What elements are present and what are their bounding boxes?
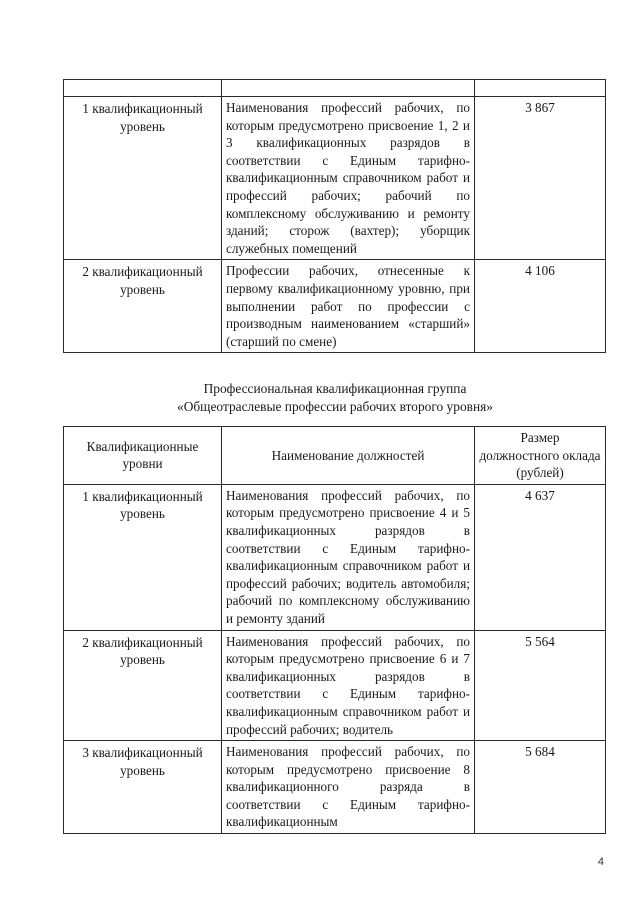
table-row [64,80,606,97]
table-cell [475,80,606,97]
page-number: 4 [597,856,604,868]
level-cell: 3 квалификационный уровень [64,741,222,834]
description-cell: Наименования профессий рабочих, по которым предусмотрено присвоение 1, 2 и 3 квалификационных разрядов в соответствии с Единым тарифно-квалификационным справочником работ и профессий рабочих; рабочий по комплексному обслуживанию и ремонту зданий; сторож (вахтер); уборщик служебных помещений [222,97,475,260]
description-cell: Профессии рабочих, отнесенные к первому квалификационному уровню, при выполнении работ по профессии с производным наименованием «старший» (старший по смене) [222,260,475,353]
description-cell: Наименования профессий рабочих, по которым предусмотрено присвоение 8 квалификационного разряда в соответствии с Единым тарифно-квалификационным [222,741,475,834]
level-cell: 2 квалификационный уровень [64,260,222,353]
description-cell: Наименования профессий рабочих, по которым предусмотрено присвоение 4 и 5 квалификационных разрядов в соответствии с Единым тарифно-квалификационным справочником работ и профессий рабочих; водитель автомобиля; рабочий по комплексному обслуживанию и ремонту зданий [222,484,475,630]
salary-cell: 5 564 [475,630,606,741]
level-cell: 1 квалификационный уровень [64,484,222,630]
qualification-table-second-level [63,426,606,834]
section-title [63,380,607,416]
table-row [64,484,606,630]
level-cell: 2 квалификационный уровень [64,630,222,741]
salary-cell: 3 867 [475,97,606,260]
header-positions: Наименование должностей [222,427,475,485]
table-header-row [64,427,606,485]
salary-cell: 4 637 [475,484,606,630]
qualification-table-first-level [63,79,606,353]
table-row [64,630,606,741]
description-cell: Наименования профессий рабочих, по которым предусмотрено присвоение 6 и 7 квалификационных разрядов в соответствии с Единым тарифно-квалификационным справочником работ и профессий рабочих; водитель [222,630,475,741]
salary-cell: 4 106 [475,260,606,353]
header-levels: Квалификационные уровни [64,427,222,485]
table-cell [64,80,222,97]
header-salary: Размер должностного оклада (рублей) [475,427,606,485]
level-cell: 1 квалификационный уровень [64,97,222,260]
table-row [64,97,606,260]
section-title-line: Профессиональная квалификационная группа [203,381,467,396]
table-cell [222,80,475,97]
table-row [64,741,606,834]
section-title-line: «Общеотраслевые профессии рабочих второго уровня» [177,399,493,414]
salary-cell: 5 684 [475,741,606,834]
table-row [64,260,606,353]
